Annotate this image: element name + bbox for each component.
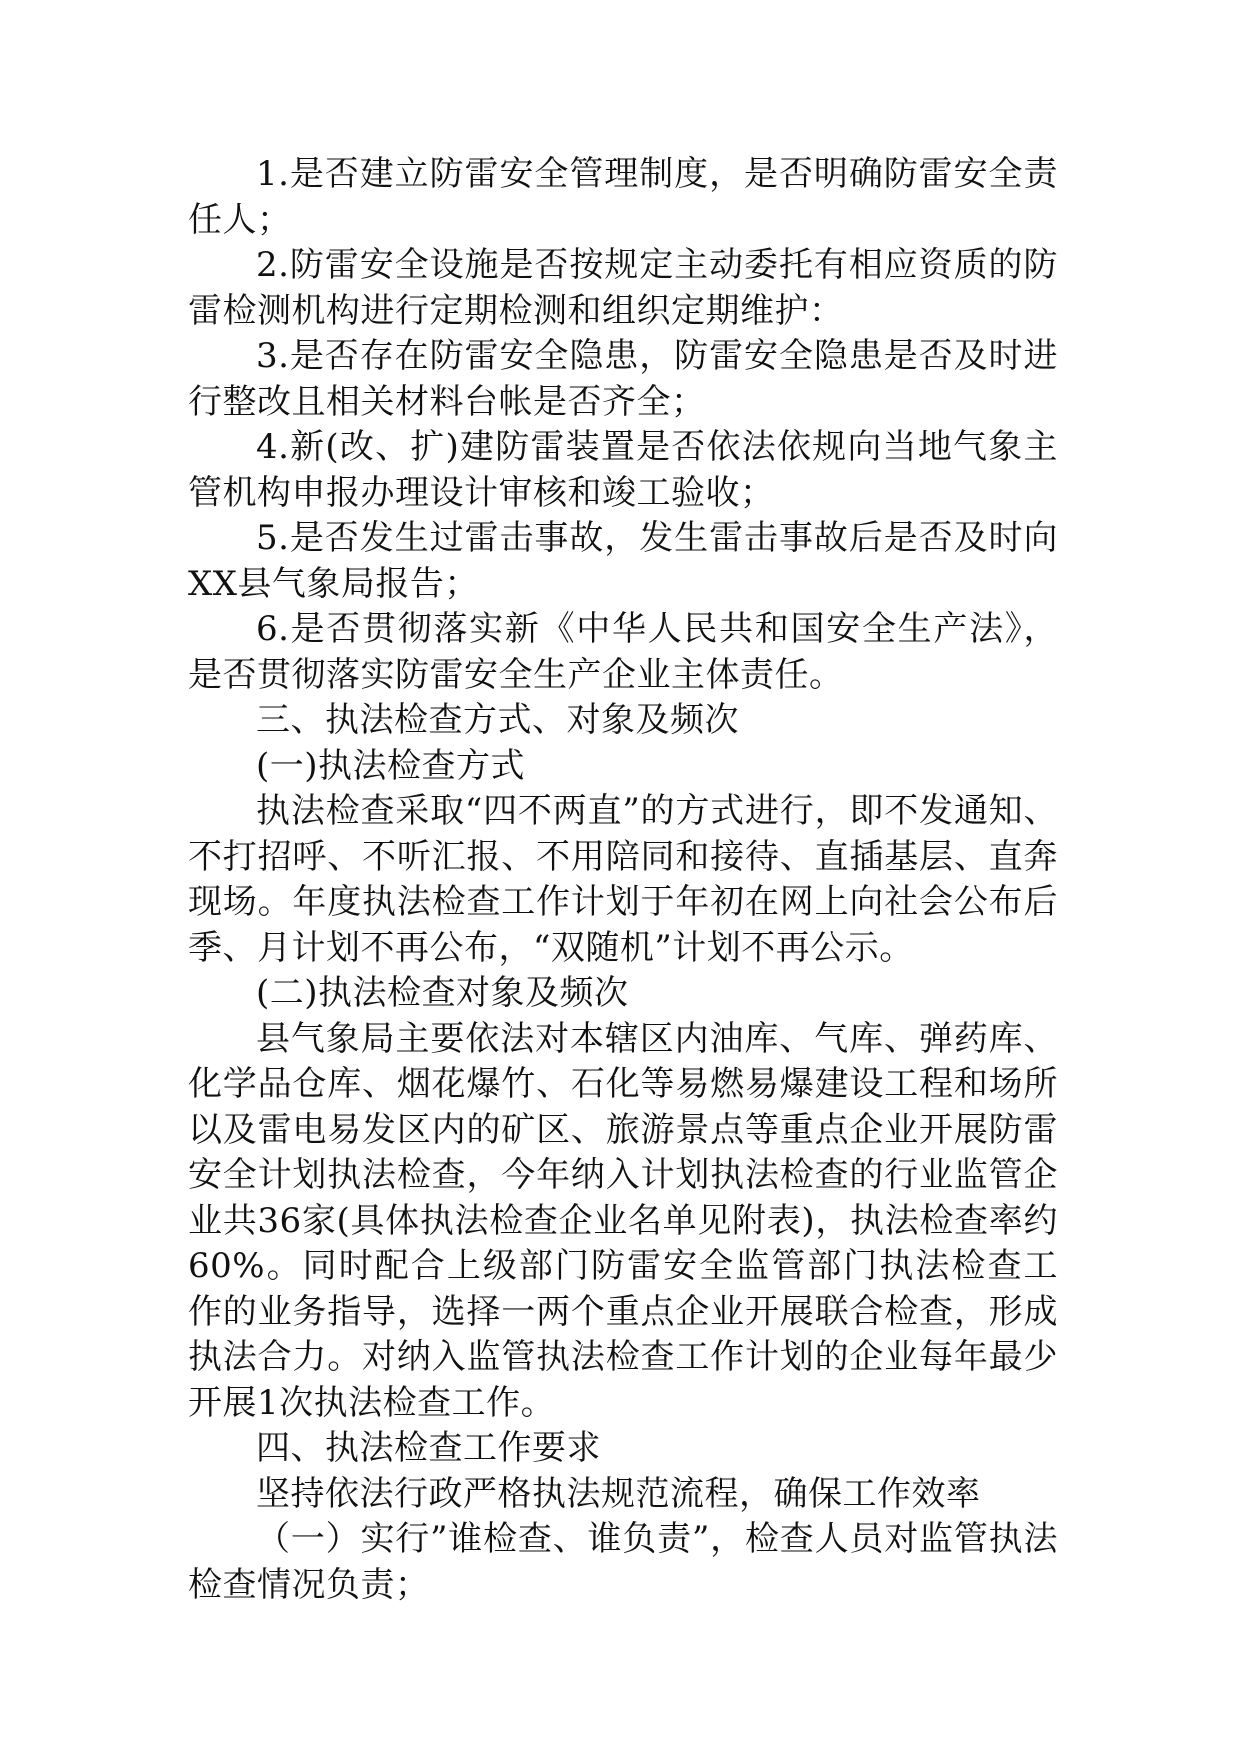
item-5-paragraph: 5.是否发生过雷击事故，发生雷击事故后是否及时向XX县气象局报告；	[188, 518, 1058, 604]
subsection-2-heading: (二)执法检查对象及频次	[256, 973, 629, 1013]
inspection-method-paragraph: 执法检查采取“四不两直”的方式进行，即不发通知、不打招呼、不听汇报、不用陪同和接待、直插基层、直奔现场。年度执法检查工作计划于年初在网上向社会公布后季、月计划不再公布，“双随机”计划不再公示。	[188, 791, 1058, 968]
subsection-1-heading: (一)执法检查方式	[256, 745, 526, 786]
item-4-paragraph: 4.新(改、扩)建防雷装置是否依法依规向当地气象主管机构申报办理设计审核和竣工验收；	[188, 427, 1058, 513]
document-body	[188, 152, 1058, 1608]
inspection-targets-paragraph: 县气象局主要依法对本辖区内油库、气库、弹药库、化学品仓库、烟花爆竹、石化等易燃易爆建设工程和场所以及雷电易发区内的矿区、旅游景点等重点企业开展防雷安全计划执法检查，今年纳入计划执法检查的行业监管企业共36家(具体执法检查企业名单见附表)，执法检查率约60%。同时配合上级部门防雷安全监管部门执法检查工作的业务指导，选择一两个重点企业开展联合检查，形成执法合力。对纳入监管执法检查工作计划的企业每年最少开展1次执法检查工作。	[188, 1018, 1058, 1423]
requirement-1-paragraph: （一）实行”谁检查、谁负责”，检查人员对监管执法检查情况负责；	[188, 1519, 1058, 1605]
item-2-paragraph: 2.防雷安全设施是否按规定主动委托有相应资质的防雷检测机构进行定期检测和组织定期维护：	[188, 245, 1058, 331]
section-4-heading: 四、执法检查工作要求	[256, 1428, 601, 1468]
item-3-paragraph: 3.是否存在防雷安全隐患，防雷安全隐患是否及时进行整改且相关材料台帐是否齐全；	[188, 336, 1058, 422]
requirements-intro-paragraph: 坚持依法行政严格执法规范流程，确保工作效率	[256, 1473, 981, 1514]
item-6-paragraph: 6.是否贯彻落实新《中华人民共和国安全生产法》，是否贯彻落实防雷安全生产企业主体责任。	[188, 609, 1058, 695]
section-3-heading: 三、执法检查方式、对象及频次	[256, 700, 739, 740]
item-1-paragraph: 1.是否建立防雷安全管理制度，是否明确防雷安全责任人；	[188, 154, 1058, 240]
